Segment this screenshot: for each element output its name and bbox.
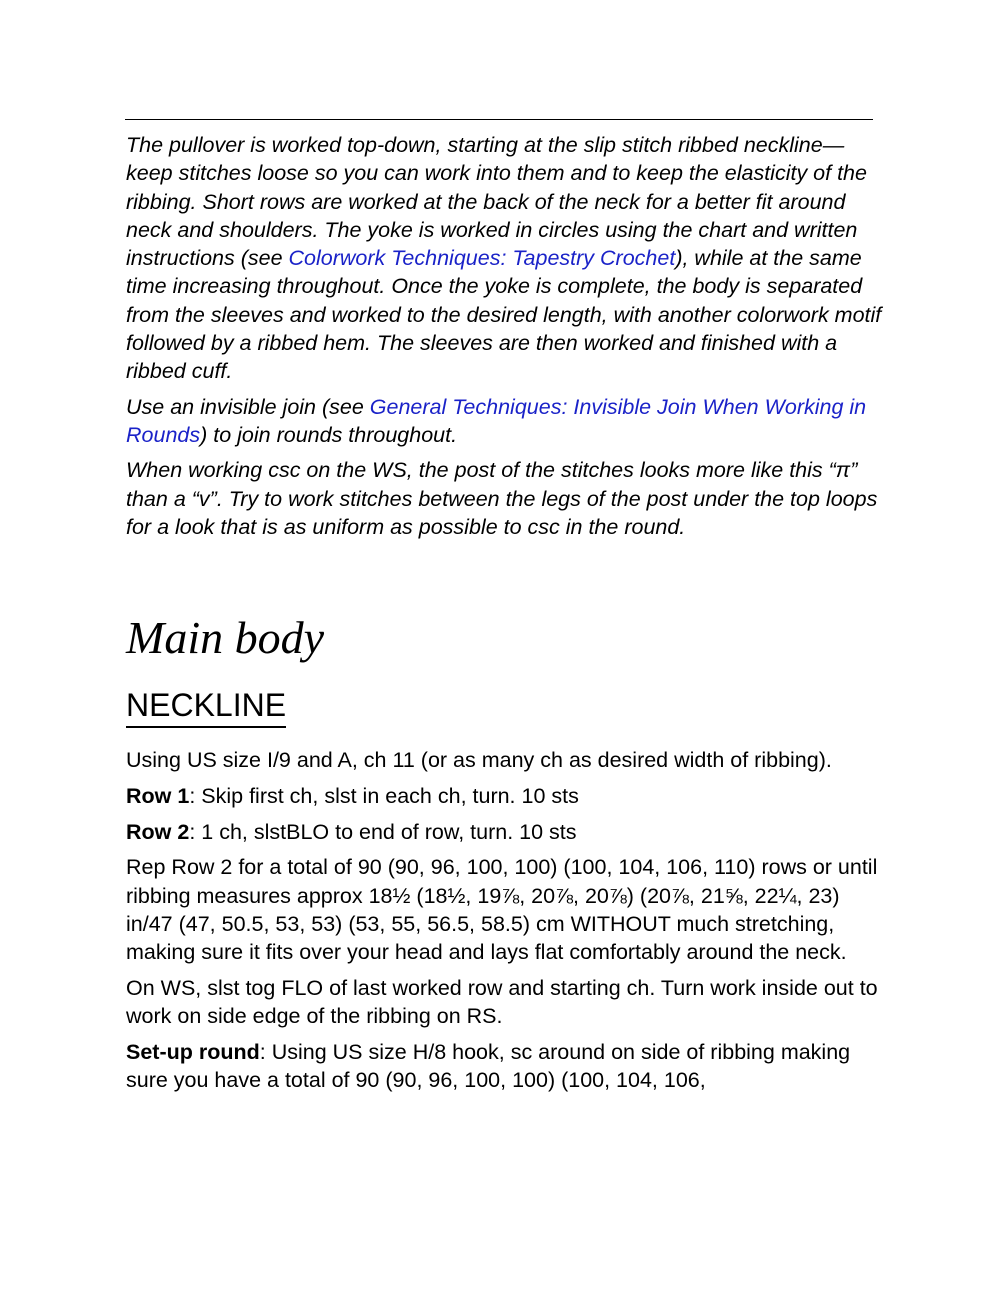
row-1-instruction: Row 1: Skip first ch, slst in each ch, turn. 10 sts [126,783,579,808]
instructions-section [126,746,886,1102]
section-heading: Main body [126,612,325,663]
link-general-techniques[interactable]: General Techniques: Invisible Join When Working in Rounds [126,394,867,447]
row-1-label: Row 1 [126,783,190,808]
intro-paragraph-3: When working csc on the WS, the post of the stitches looks more like this “π” than a “v”. Try to work stitches between the legs of the post under the top loops for a look that is as uniform as possible to csc in the round. [126,458,878,539]
intro-paragraph-1: The pullover is worked top-down, starting at the slip stitch ribbed neckline—keep stitches loose so you can work into them and to keep the elasticity of the ribbing. Short rows are worked at the back of the neck for a better fit around neck and shoulders. The yoke is worked in circles using the chart and written instructions (see Colorwork Techniques: Tapestry Crochet), while at the same time increasing throughout. Once the yoke is complete, the body is separated from the sleeves and worked to the desired length, with another colorwork motif followed by a ribbed hem. The sleeves are then worked and finished with a ribbed cuff. [126,133,882,384]
instruction-paragraph-1: Using US size I/9 and A, ch 11 (or as many ch as desired width of ribbing). [126,748,832,772]
horizontal-rule [125,119,873,120]
row-2-label: Row 2 [126,819,190,844]
instruction-paragraph-4: Rep Row 2 for a total of 90 (90, 96, 100, 100) (100, 104, 106, 110) rows or until ribbing measures approx 18½ (18½, 19⅞, 20⅞, 20⅞) (20⅞, 21⅝, 22¼, 23) in/47 (47, 50.5, 53, 53) (53, 55, 56.5, 58.5) cm WITHOUT much stretching, making sure it fits over your head and lays flat comfortably around the neck. [126,855,878,965]
intro-section [126,131,886,548]
setup-round-instruction: Set-up round: Using US size H/8 hook, sc around on side of ribbing making sure you have a total of 90 (90, 96, 100, 100) (100, 104, 106, [126,1040,851,1093]
setup-round-label: Set-up round [126,1040,260,1065]
link-colorwork-techniques[interactable]: Colorwork Techniques: Tapestry Crochet [288,246,676,271]
subsection-heading: NECKLINE [126,684,286,728]
row-2-instruction: Row 2: 1 ch, slstBLO to end of row, turn. 10 sts [126,819,577,844]
instruction-paragraph-5: On WS, slst tog FLO of last worked row and starting ch. Turn work inside out to work on side edge of the ribbing on RS. [126,976,878,1029]
intro-paragraph-2: Use an invisible join (see General Techniques: Invisible Join When Working in Rounds) to join rounds throughout. [126,394,867,447]
